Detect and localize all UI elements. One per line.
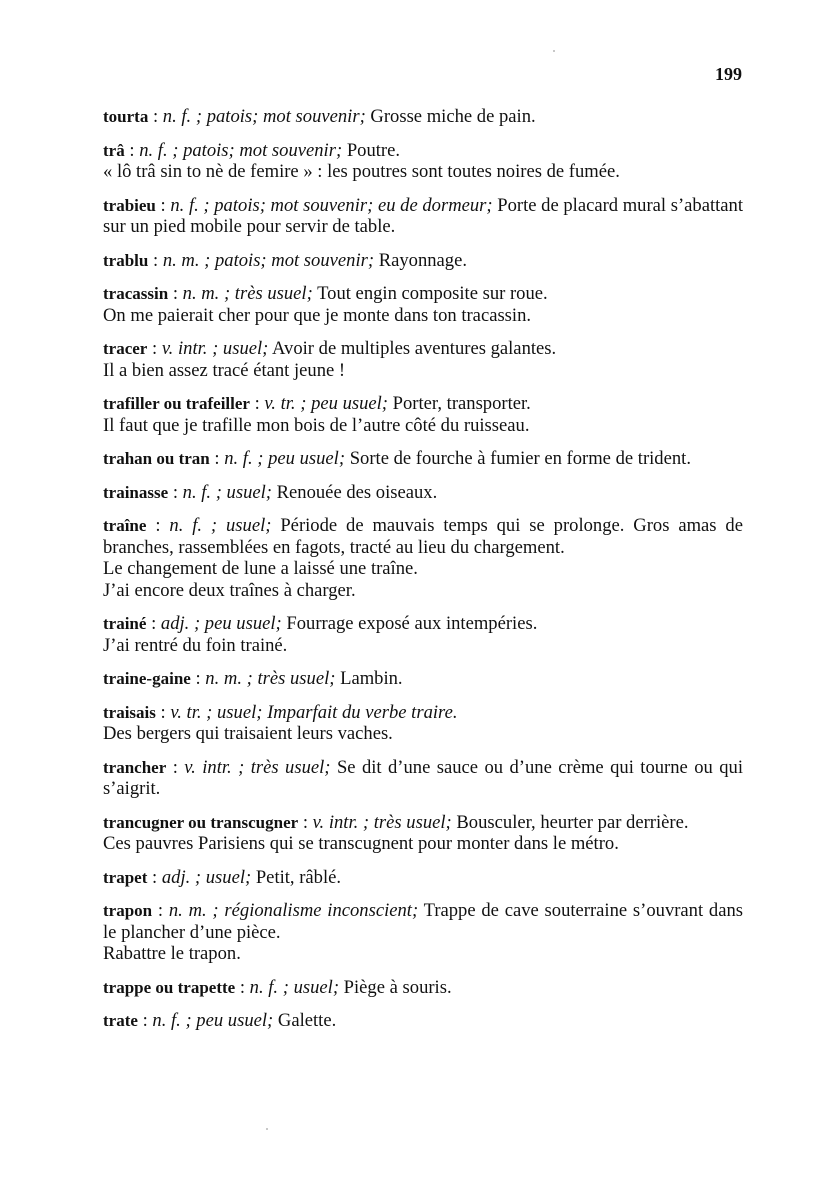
dictionary-entry bbox=[103, 283, 743, 326]
entry-definition-line: trapet : adj. ; usuel; Petit, râblé. bbox=[103, 866, 342, 888]
entry-definition: Lambin. bbox=[340, 668, 403, 689]
entry-example: Il faut que je trafille mon bois de l’autre côté du ruisseau. bbox=[103, 414, 530, 436]
dictionary-entry bbox=[103, 140, 743, 183]
entry-definition: Fourrage exposé aux intempéries. bbox=[286, 613, 538, 634]
entry-definition: Période de mauvais temps qui se prolonge. Gros amas de branches, rassemblées en fagots, tracté au lieu du chargement. bbox=[103, 515, 743, 558]
entry-headword: trate bbox=[103, 1011, 138, 1030]
entry-definition-line: trafiller ou trafeiller : v. tr. ; peu usuel; Porter, transporter. bbox=[103, 393, 531, 414]
entry-example: J’ai rentré du foin trainé. bbox=[103, 634, 288, 656]
entry-definition: Porte de placard mural s’abattant sur un pied mobile pour servir de table. bbox=[103, 194, 744, 237]
entry-definition: Grosse miche de pain. bbox=[370, 106, 536, 127]
entry-headword: trappe ou trapette bbox=[103, 977, 236, 997]
entry-definition-line: traisais : v. tr. ; usuel; Imparfait du verbe traire. bbox=[103, 701, 458, 723]
entry-grammar: v. tr. ; peu usuel; bbox=[264, 393, 389, 414]
entry-grammar: n. f. ; usuel; bbox=[249, 976, 340, 998]
entry-example: « lô trâ sin to nè de femire » : les poutres sont toutes noires de fumée. bbox=[103, 161, 620, 182]
entry-example: On me paierait cher pour que je monte dans ton tracassin. bbox=[103, 304, 532, 326]
dictionary-entry bbox=[103, 702, 743, 745]
entry-definition-line: trâ : n. f. ; patois; mot souvenir; Poutre. bbox=[103, 139, 401, 161]
entry-definition: Porter, transporter. bbox=[392, 393, 531, 414]
entry-grammar: v. intr. ; usuel; bbox=[161, 338, 269, 359]
entry-headword: trabieu bbox=[103, 195, 156, 215]
entry-example: Le changement de lune a laissé une traîne. bbox=[103, 558, 418, 579]
dictionary-entry bbox=[103, 977, 743, 999]
entry-definition: Piège à souris. bbox=[343, 976, 452, 998]
entry-definition: Petit, râblé. bbox=[255, 866, 342, 888]
entry-grammar: adj. ; peu usuel; bbox=[160, 613, 282, 634]
entry-headword: traine-gaine bbox=[103, 669, 191, 688]
entry-headword: trahan ou tran bbox=[103, 449, 210, 468]
entry-headword: trainasse bbox=[103, 482, 169, 502]
entry-grammar: v. intr. ; très usuel; bbox=[312, 811, 452, 833]
entry-definition-line: traine-gaine : n. m. ; très usuel; Lambin. bbox=[103, 668, 403, 689]
entry-headword: trablu bbox=[103, 250, 149, 270]
dictionary-entry bbox=[103, 250, 743, 272]
entry-definition-line: trainé : adj. ; peu usuel; Fourrage exposé aux intempéries. bbox=[103, 613, 538, 634]
entry-definition-line: traîne : n. f. ; usuel; Période de mauvais temps qui se prolonge. Gros amas de branches, rassemblées en fagots, tracté au lieu du chargement. bbox=[103, 515, 743, 558]
dictionary-entry bbox=[103, 613, 743, 656]
entry-grammar: n. m. ; très usuel; bbox=[205, 668, 336, 689]
entry-headword: tracassin bbox=[103, 284, 169, 303]
page-number: 199 bbox=[715, 64, 742, 84]
entry-headword: trafiller ou trafeiller bbox=[103, 394, 250, 413]
entry-grammar: n. f. ; peu usuel; bbox=[224, 448, 346, 469]
dictionary-entry bbox=[103, 900, 743, 965]
entry-definition-line: trapon : n. m. ; régionalisme inconscient; Trappe de cave souterraine s’ouvrant dans le plancher d’une pièce. bbox=[103, 900, 744, 943]
dictionary-entry bbox=[103, 482, 743, 504]
entry-definition: Trappe de cave souterraine s’ouvrant dans le plancher d’une pièce. bbox=[103, 900, 744, 943]
scan-speck bbox=[266, 1128, 268, 1130]
entry-definition-line: trahan ou tran : n. f. ; peu usuel; Sorte de fourche à fumier en forme de trident. bbox=[103, 448, 691, 469]
entry-definition: Renouée des oiseaux. bbox=[276, 481, 438, 503]
entry-headword: traîne bbox=[103, 516, 147, 535]
entry-grammar: n. m. ; très usuel; bbox=[182, 283, 313, 304]
dictionary-entry bbox=[103, 195, 743, 238]
entry-definition-line: trainasse : n. f. ; usuel; Renouée des oiseaux. bbox=[103, 481, 438, 503]
entry-headword: trâ bbox=[103, 140, 125, 160]
entry-definition-line: tourta : n. f. ; patois; mot souvenir; Grosse miche de pain. bbox=[103, 106, 536, 127]
entry-definition: Avoir de multiples aventures galantes. bbox=[272, 338, 557, 359]
entry-definition-line: tracassin : n. m. ; très usuel; Tout engin composite sur roue. bbox=[103, 283, 548, 304]
dictionary-entry bbox=[103, 1010, 743, 1032]
entry-definition-line: trabieu : n. f. ; patois; mot souvenir; eu de dormeur; Porte de placard mural s’abattant sur un pied mobile pour servir de table. bbox=[103, 194, 744, 237]
dictionary-entries bbox=[103, 106, 743, 1044]
entry-headword: trapet bbox=[103, 867, 148, 887]
entry-grammar: adj. ; usuel; bbox=[161, 866, 252, 888]
dictionary-entry bbox=[103, 668, 743, 690]
entry-definition-line: trancher : v. intr. ; très usuel; Se dit d’une sauce ou d’une crème qui tourne ou qui s’aigrit. bbox=[103, 756, 744, 799]
entry-grammar: n. m. ; patois; mot souvenir; bbox=[162, 249, 375, 271]
entry-grammar: n. f. ; peu usuel; bbox=[152, 1010, 274, 1031]
entry-example: Rabattre le trapon. bbox=[103, 943, 241, 964]
entry-grammar: n. f. ; patois; mot souvenir; bbox=[162, 106, 366, 127]
entry-grammar: n. f. ; patois; mot souvenir; eu de dormeur; bbox=[170, 194, 493, 216]
entry-definition: Rayonnage. bbox=[378, 249, 467, 271]
entry-definition: Tout engin composite sur roue. bbox=[317, 283, 548, 304]
dictionary-entry bbox=[103, 393, 743, 436]
entry-headword: trancher bbox=[103, 757, 167, 777]
entry-grammar: v. tr. ; usuel; Imparfait du verbe traire. bbox=[170, 701, 458, 723]
scan-speck bbox=[553, 50, 555, 52]
entry-headword: trancugner ou transcugner bbox=[103, 812, 299, 832]
dictionary-entry bbox=[103, 448, 743, 470]
entry-definition: Poutre. bbox=[346, 139, 401, 161]
entry-headword: traisais bbox=[103, 702, 156, 722]
dictionary-entry bbox=[103, 106, 743, 128]
entry-headword: tracer bbox=[103, 339, 148, 358]
dictionary-entry bbox=[103, 757, 743, 800]
entry-example: Ces pauvres Parisiens qui se transcugnent pour monter dans le métro. bbox=[103, 833, 619, 854]
entry-grammar: n. m. ; régionalisme inconscient; bbox=[168, 900, 419, 921]
entry-definition-line: tracer : v. intr. ; usuel; Avoir de multiples aventures galantes. bbox=[103, 338, 557, 359]
entry-grammar: n. f. ; patois; mot souvenir; bbox=[139, 139, 343, 161]
entry-example: Il a bien assez tracé étant jeune ! bbox=[103, 359, 346, 381]
entry-definition-line: trate : n. f. ; peu usuel; Galette. bbox=[103, 1010, 337, 1031]
dictionary-entry bbox=[103, 338, 743, 381]
entry-definition: Galette. bbox=[277, 1010, 337, 1031]
entry-grammar: v. intr. ; très usuel; bbox=[184, 756, 331, 778]
entry-definition-line: trappe ou trapette : n. f. ; usuel; Piège à souris. bbox=[103, 976, 452, 998]
entry-grammar: n. f. ; usuel; bbox=[182, 481, 272, 503]
entry-definition-line: trablu : n. m. ; patois; mot souvenir; Rayonnage. bbox=[103, 249, 467, 271]
dictionary-entry bbox=[103, 812, 743, 855]
dictionary-entry bbox=[103, 515, 743, 601]
entry-headword: trapon bbox=[103, 901, 153, 920]
entry-headword: tourta bbox=[103, 107, 149, 126]
entry-headword: trainé bbox=[103, 614, 147, 633]
entry-grammar: n. f. ; usuel; bbox=[169, 515, 272, 536]
entry-example: J’ai encore deux traînes à charger. bbox=[103, 579, 356, 601]
entry-definition: Bousculer, heurter par derrière. bbox=[456, 811, 689, 833]
entry-example: Des bergers qui traisaient leurs vaches. bbox=[103, 723, 393, 744]
entry-definition-line: trancugner ou transcugner : v. intr. ; très usuel; Bousculer, heurter par derrière. bbox=[103, 811, 689, 833]
entry-definition: Se dit d’une sauce ou d’une crème qui tourne ou qui s’aigrit. bbox=[103, 756, 744, 799]
entry-definition: Sorte de fourche à fumier en forme de trident. bbox=[349, 448, 691, 469]
dictionary-entry bbox=[103, 867, 743, 889]
